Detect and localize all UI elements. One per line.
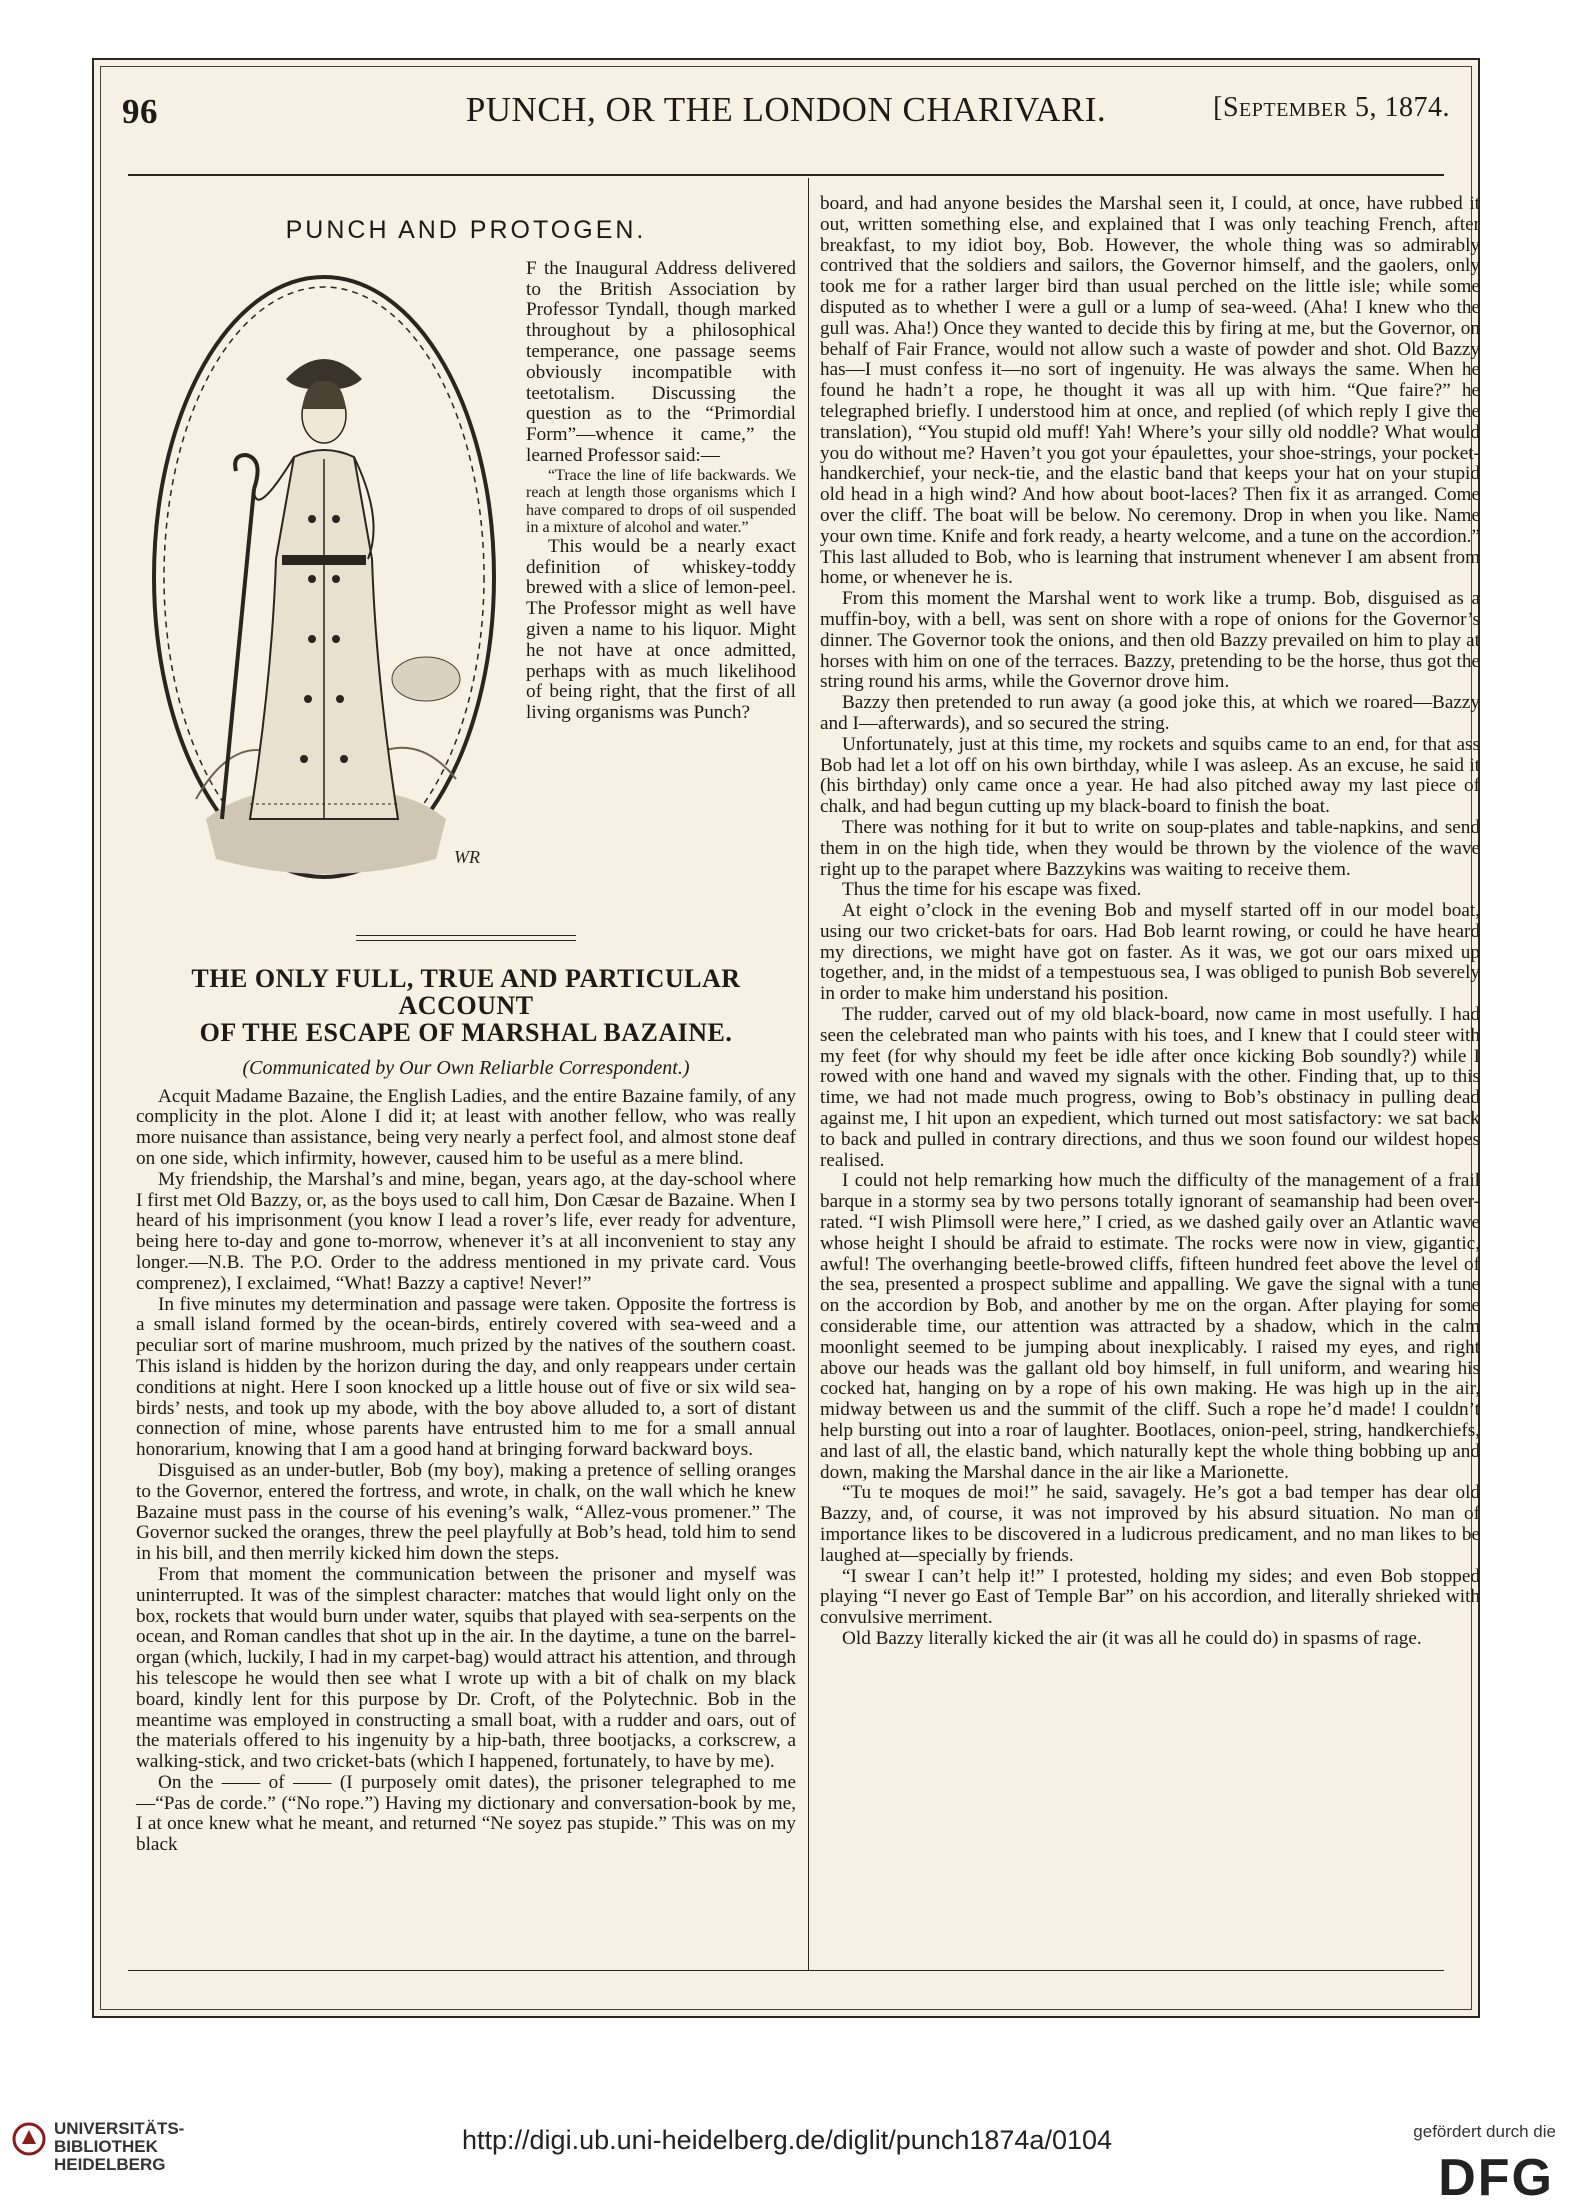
article1-paragraph: F the Inaugural Address delivered to the British Association by Professor Tyndall, though marked throughout by a philosophical temperance, one passage seems obviously incompatible with teetotalism. Discussing the question as to the “Primordial Form”—whence it came,” the learned Professor said:— bbox=[526, 257, 796, 466]
body-paragraph: Disguised as an under-butler, Bob (my boy), making a pretence of selling oranges to the Governor, entered the fortress, and wrote, in chalk, on the wall which he knew Bazaine must pass in the course of his evening’s walk, “Allez-vous promener.” The Governor sucked the oranges, threw the peel playfully at Bob’s head, told him to send in his bill, and then merrily kicked him down the steps. bbox=[136, 1459, 796, 1565]
article1-paragraph: This would be a nearly exact definition of whiskey-toddy brewed with a slice of lemon-peel. The Professor might as well have given a name to his liquor. Might he not have at once admitted, perhaps with as much likelihood of being right, that the first of all living organisms was Punch? bbox=[526, 535, 796, 724]
library-name-line: UNIVERSITÄTS- bbox=[54, 2119, 185, 2138]
bottom-rule bbox=[128, 1970, 1444, 1971]
illustration-signature: WR bbox=[454, 846, 480, 867]
library-name-line: BIBLIOTHEK bbox=[54, 2137, 158, 2156]
body-paragraph: board, and had anyone besides the Marshal seen it, I could, at once, have rubbed it out, written something else, and explained that I was only teaching French, after breakfast, to my idiot boy, Bob. However, the whole thing was so admirably contrived that the soldiers and sailors, the Governor himself, and the gaolers, only took me for a rather larger bird than usual perched on the little isle; while some disputed as to whether I were a gull or a lump of sea-weed. (Aha! I knew who the gull was. Aha!) Once they wanted to decide this by firing at me, but the Governor, on behalf of Fair France, would not allow such a waste of powder and shot. Old Bazzy has—I must confess it—no sort of ingenuity. He was always the same. When he found he hadn’t a rope, he thought it was all up with him. “Que faire?” he telegraphed briefly. I understood him at once, and replied (of which reply I give the translation), “You stupid old muff! Yah! Where’s your silly old noddle? What would you do without me? Haven’t you got your épaulettes, your shoe-strings, your pocket-handkerchief, your neck-tie, and the elastic band that keeps your hat on your stupid old head in a high wind? And how about boot-laces? Then fix it as arranged. Come over the cliff. The boat will be below. No ceremony. Drop in when you like. Name your own time. Knife and fork ready, a hearty welcome, and a tune on the accordion.” This last alluded to Bob, who is learning that instrument whenever I am absent from home, or whenever he is. bbox=[820, 193, 1480, 589]
scanned-page bbox=[92, 58, 1480, 2018]
body-paragraph: In five minutes my determination and passage were taken. Opposite the fortress is a small island formed by the ocean-birds, entirely covered with sea-weed and a peculiar sort of marine mushroom, much prized by the natives of the southern coast. This island is hidden by the horizon during the day, and only reappears under certain conditions at night. Here I soon knocked up a little house out of five or six wild sea-birds’ nests, and took up my abode, with the boy above alluded to, a sort of distant connection of mine, whose parents have entrusted him to me for a small annual honorarium, knowing that I am a good hand at bringing forward backward boys. bbox=[136, 1293, 796, 1461]
article2-headline bbox=[136, 965, 796, 1046]
body-paragraph: I could not help remarking how much the difficulty of the management of a frail barque in a stormy sea by two persons totally ignorant of seamanship had been over-rated. “I wish Plimsoll were here,” I cried, as we dashed gaily over an Atlantic wave whose height I should be afraid to estimate. The rocks were now in view, gigantic, awful! The overhanging beetle-browed cliffs, fifteen hundred feet above the level of the sea, presented a prospect sublime and appalling. We gave the signal with a tune on the accordion by Bob, and another by me on the organ. After playing for some considerable time, our attention was attracted by a shadow, which in the calm moonlight seemed to be jumping about inexplicably. I raised my eyes, and right above our heads was the gallant old boy himself, in full uniform, and wearing his cocked hat, hanging on by a rope of his own making. He was high up in the air, midway between us and the summit of the cliff. Such a rope he’d made! I couldn’t help bursting out into a roar of laughter. Bootlaces, onion-peel, string, handkerchiefs, and last of all, the elastic band, which naturally kept the whole thing bobbing up and down, making the Marshal dance in the air like a Marionette. bbox=[820, 1170, 1480, 1483]
page-header bbox=[122, 84, 1450, 144]
funding-note: gefördert durch die bbox=[1413, 2122, 1556, 2141]
library-logo bbox=[54, 2120, 184, 2174]
header-rule bbox=[128, 174, 1444, 176]
article1-quote: “Trace the line of life backwards. We reach at length those organisms which I have compared to drops of oil suspended in a mixture of alcohol and water.” bbox=[526, 466, 796, 537]
body-paragraph: Old Bazzy literally kicked the air (it was all he could do) in spasms of rage. bbox=[842, 1627, 1422, 1649]
source-url-link[interactable]: http://digi.ub.uni-heidelberg.de/diglit/punch1874a/0104 bbox=[462, 2125, 1113, 2155]
column-rule bbox=[808, 178, 809, 1970]
body-paragraph: “Tu te moques de moi!” he said, savagely. He’s got a bad temper has dear old Bazzy, and, of course, it was not improved by his absurd situation. No man of importance likes to be discovered in a ludicrous predicament, and no man likes to be laughed at—specially by friends. bbox=[820, 1482, 1480, 1566]
body-paragraph: On the —— of —— (I purposely omit dates), the prisoner telegraphed to me—“Pas de corde.” (“No rope.”) Having my dictionary and conversation-book by me, I at once knew what he meant, and returned “Ne soyez pas stupide.” This was on my black bbox=[136, 1771, 796, 1856]
library-name-line: HEIDELBERG bbox=[54, 2155, 166, 2174]
university-seal-icon bbox=[12, 2122, 46, 2156]
body-paragraph: There was nothing for it but to write on soup-plates and table-napkins, and send them in on the high tide, when they would be thrown by the violence of the wave right up to the parapet where Bazzykins was waiting to receive them. bbox=[820, 816, 1480, 880]
illustration-woman-with-crook bbox=[136, 259, 512, 899]
page-number: 96 bbox=[122, 92, 158, 131]
body-paragraph: At eight o’clock in the evening Bob and myself started off in our model boat, using our two cricket-bats for oars. Had Bob learnt rowing, or could he have heard my directions, we might have got on faster. As it was, we got our oars mixed up together, and, in the midst of a tempestuous sea, I was obliged to punish Bob severely in order to make him understand his position. bbox=[820, 900, 1480, 1005]
body-paragraph: My friendship, the Marshal’s and mine, began, years ago, at the day-school where I first met Old Bazzy, or, as the boys used to call him, Don Cæsar de Bazaine. When I heard of his imprisonment (you know I lead a rover’s life, ever ready for adventure, being here to-day and gone to-morrow, whenever it’s at all inconvenient to stay any longer.—N.B. The P.O. Order to the address mentioned in my private card. Vous comprenez), I exclaimed, “What! Bazzy a captive! Never!” bbox=[136, 1168, 796, 1294]
dfg-logo: DFG bbox=[1438, 2149, 1554, 2207]
body-paragraph: “I swear I can’t help it!” I protested, holding my sides; and even Bob stopped playing “I never go East of Temple Bar” on his accordion, and literally shrieked with convulsive merriment. bbox=[820, 1565, 1480, 1629]
body-paragraph: The rudder, carved out of my old black-board, now came in most usefully. I had seen the celebrated man who paints with his toes, and I knew that I could steer with my feet (for why should my feet be idle after once kicking Bob soundly?) while I rowed with one hand and waved my signals with the other. Finding that, up to this time, we had not made much progress, owing to Bob’s obstinacy in pulling dead against me, I hit upon an expedient, which turned out most satisfactory: we sat back to back and pulled in contrary directions, and thus we soon found our wildest hopes realised. bbox=[820, 1004, 1480, 1171]
article-separator bbox=[356, 935, 576, 941]
headline-line: OF THE ESCAPE OF MARSHAL BAZAINE. bbox=[199, 1017, 733, 1047]
body-paragraph: From this moment the Marshal went to work like a trump. Bob, disguised as a muffin-boy, with a bell, was sent on shore with a rope of onions for the Governor’s dinner. The Governor took the onions, and then old Bazzy prevailed on him to play at horses with him on one of the terraces. Bazzy, pretending to be the horse, thus got the string round his arms, while the Governor drove him. bbox=[820, 588, 1480, 693]
right-column bbox=[820, 194, 1480, 1650]
body-paragraph: Acquit Madame Bazaine, the English Ladies, and the entire Bazaine family, of any complicity in the plot. Alone I did it; at least with another fellow, who was really more nuisance than assistance, being very nearly a perfect fool, and almost stone deaf on one side, which infirmity, however, caused him to be useful as a mere blind. bbox=[136, 1085, 796, 1169]
headline-line: THE ONLY FULL, TRUE AND PARTICULAR ACCOUNT bbox=[191, 963, 741, 1020]
masthead: PUNCH, OR THE LONDON CHARIVARI. bbox=[465, 90, 1107, 129]
issue-date: [September 5, 1874. bbox=[1213, 92, 1450, 123]
digitization-footer bbox=[0, 2060, 1580, 2205]
article2-byline: (Communicated by Our Own Reliarble Correspondent.) bbox=[242, 1056, 690, 1079]
body-paragraph: Thus the time for his escape was fixed. bbox=[842, 879, 1142, 901]
body-paragraph: From that moment the communication between the prisoner and myself was uninterrupted. It was of the simplest character: matches that would light only on the box, rockets that would burn under water, squibs that played with sea-serpents on the ocean, and Roman candles that shot up in the air. In the daytime, a tune on the barrel-organ (which, luckily, I had in my carpet-bag) would attract his attention, and through his telescope he would then see what I wrote up with a bit of chalk on my black board, kindly lent for this purpose by Dr. Croft, of the Polytechnic. Bob in the meantime was employed in constructing a small boat, with a rudder and oars, out of the materials offered to his ingenuity by a hip-bath, three bootjacks, a corkscrew, a walking-stick, and two cricket-bats (which I happened, fortunately, to have by me). bbox=[136, 1563, 796, 1773]
body-paragraph: Bazzy then pretended to run away (a good joke this, at which we roared—Bazzy and I—afterwards), and so secured the string. bbox=[820, 692, 1480, 734]
left-column bbox=[136, 184, 796, 1856]
article-title-punch-protogen: PUNCH AND PROTOGEN. bbox=[285, 216, 647, 244]
body-paragraph: Unfortunately, just at this time, my rockets and squibs came to an end, for that ass Bob had let a lot off on his own birthday, while I was asleep. As an excuse, he said it (his birthday) only came once a year. He had also pitched away my last piece of chalk, and had begun cutting up my black-board to finish the boat. bbox=[820, 733, 1480, 818]
